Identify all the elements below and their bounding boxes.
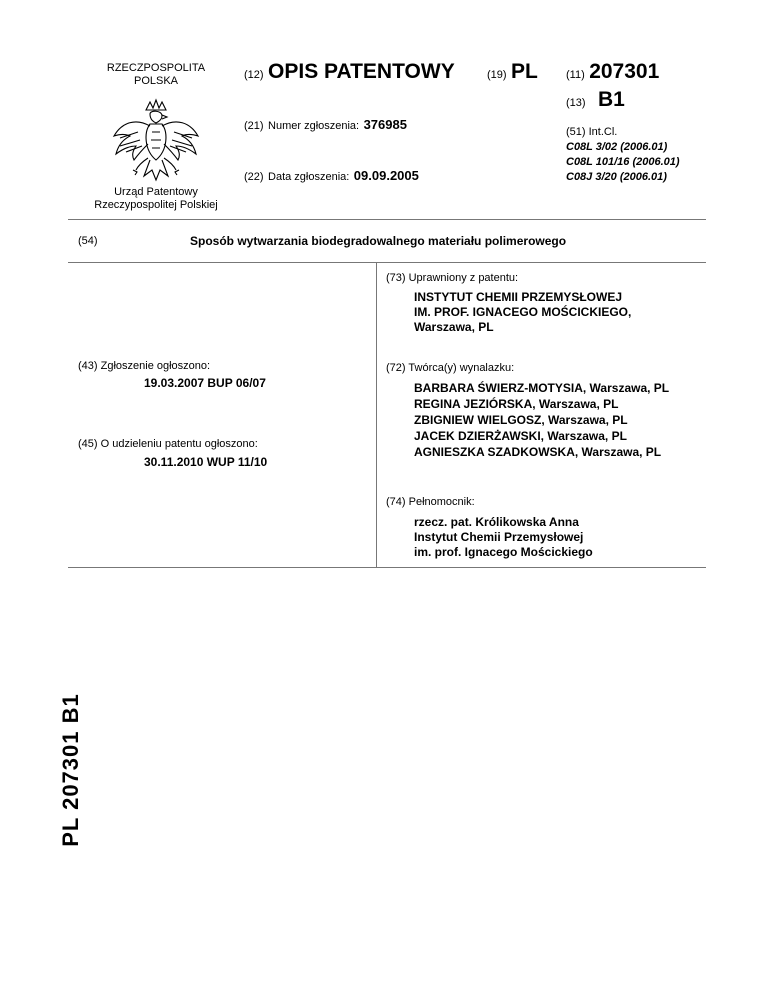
owner-line: IM. PROF. IGNACEGO MOŚCICKIEGO, bbox=[414, 305, 632, 319]
ipc-code: C08L 3/02 (2006.01) bbox=[566, 141, 668, 153]
publication-43-label: (43) Zgłoszenie ogłoszono: bbox=[78, 360, 211, 372]
code-12: (12) bbox=[244, 69, 264, 81]
intcl-heading bbox=[566, 125, 680, 140]
ipc-code: C08L 101/16 (2006.01) bbox=[566, 156, 680, 168]
code-21: (21) bbox=[244, 120, 264, 132]
inventor-name: JACEK DZIERŻAWSKI, Warszawa, PL bbox=[414, 429, 627, 443]
country-code-field bbox=[487, 60, 538, 84]
code-54: (54) bbox=[78, 235, 98, 247]
intcl-label: Int.Cl. bbox=[588, 126, 618, 138]
filing-date-field bbox=[244, 167, 419, 185]
country-code: PL bbox=[511, 60, 538, 83]
publication-45-value: 30.11.2010 WUP 11/10 bbox=[144, 455, 268, 469]
patent-number-field bbox=[566, 60, 659, 84]
owner-line: INSTYTUT CHEMII PRZEMYSŁOWEJ bbox=[414, 290, 623, 304]
code-19: (19) bbox=[487, 69, 507, 81]
eagle-emblem-icon bbox=[106, 96, 206, 188]
divider bbox=[68, 262, 706, 263]
owner-line: Warszawa, PL bbox=[414, 320, 494, 334]
office-line-1: Urząd Patentowy bbox=[114, 186, 198, 198]
attorney-label: (74) Pełnomocnik: bbox=[386, 496, 475, 508]
country-line-1: RZECZPOSPOLITA bbox=[106, 62, 206, 74]
owner-block bbox=[414, 290, 631, 335]
inventor-name: AGNIESZKA SZADKOWSKA, Warszawa, PL bbox=[414, 445, 662, 459]
inventors-list bbox=[414, 380, 669, 460]
ipc-code: C08J 3/20 (2006.01) bbox=[566, 171, 667, 183]
inventor-name: ZBIGNIEW WIELGOSZ, Warszawa, PL bbox=[414, 413, 628, 427]
divider bbox=[68, 219, 706, 220]
kind-code: B1 bbox=[598, 88, 625, 111]
ipc-classification bbox=[566, 125, 680, 185]
attorney-block bbox=[414, 515, 593, 560]
application-label: Numer zgłoszenia: bbox=[268, 120, 360, 132]
country-name bbox=[96, 62, 216, 88]
patent-title: Sposób wytwarzania biodegradowalnego materiału polimerowego bbox=[190, 234, 567, 248]
publication-43-value: 19.03.2007 BUP 06/07 bbox=[144, 376, 266, 390]
kind-code-field bbox=[566, 88, 625, 112]
filing-label: Data zgłoszenia: bbox=[268, 171, 350, 183]
document-type bbox=[244, 60, 455, 84]
publication-45-label: (45) O udzieleniu patentu ogłoszono: bbox=[78, 438, 258, 450]
owner-label: (73) Uprawniony z patentu: bbox=[386, 272, 519, 284]
application-number-field bbox=[244, 116, 407, 134]
filing-date: 09.09.2005 bbox=[353, 168, 419, 183]
attorney-line: rzecz. pat. Królikowska Anna bbox=[414, 515, 579, 529]
inventors-label: (72) Twórca(y) wynalazku: bbox=[386, 362, 515, 374]
document-type-label: OPIS PATENTOWY bbox=[268, 60, 455, 83]
patent-office-name bbox=[78, 186, 234, 212]
side-patent-id: PL 207301 B1 bbox=[58, 693, 83, 847]
divider bbox=[68, 567, 706, 568]
patent-number: 207301 bbox=[589, 60, 660, 83]
code-22: (22) bbox=[244, 171, 264, 183]
application-number: 376985 bbox=[363, 117, 407, 132]
code-11: (11) bbox=[566, 69, 585, 81]
country-line-2: POLSKA bbox=[133, 75, 179, 87]
code-13: (13) bbox=[566, 97, 586, 109]
code-51: (51) bbox=[566, 126, 586, 138]
office-line-2: Rzeczypospolitej Polskiej bbox=[94, 199, 218, 211]
attorney-line: Instytut Chemii Przemysłowej bbox=[414, 530, 584, 544]
attorney-line: im. prof. Ignacego Mościckiego bbox=[414, 545, 593, 559]
column-divider bbox=[376, 262, 377, 568]
inventor-name: BARBARA ŚWIERZ-MOTYSIA, Warszawa, PL bbox=[414, 381, 670, 395]
inventor-name: REGINA JEZIÓRSKA, Warszawa, PL bbox=[414, 397, 619, 411]
